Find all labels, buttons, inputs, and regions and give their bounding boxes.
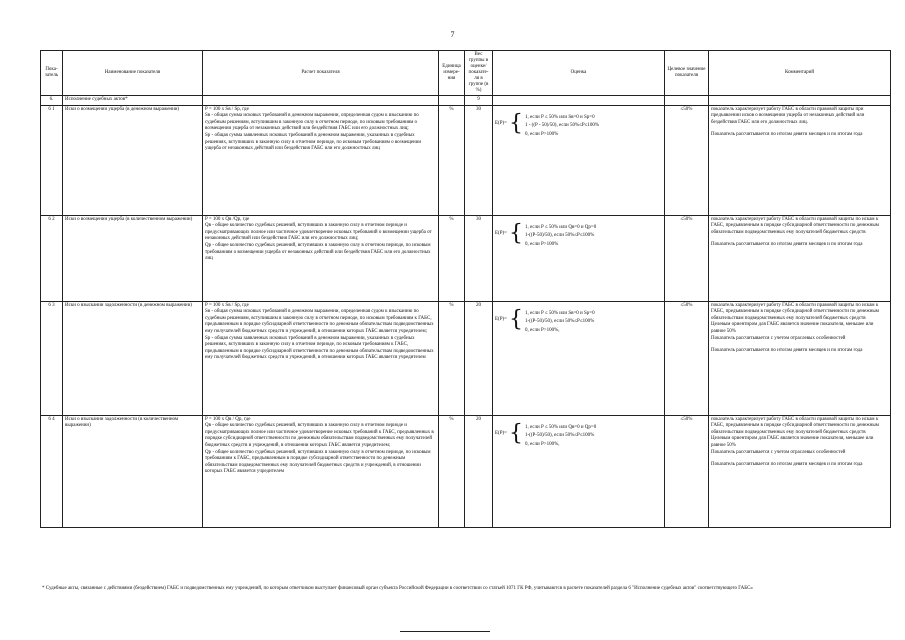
row-weight: 20 bbox=[465, 301, 493, 415]
row-name: Иски о взыскании задолженности (в денежном выражении) bbox=[63, 301, 203, 415]
table-row bbox=[41, 105, 891, 215]
header-name: Наименование показателя bbox=[63, 51, 203, 96]
header-row bbox=[41, 51, 891, 96]
row-comment: показатель характеризует работу ГАБС в области правовой защиты по искам к ГАБС, предъявленным в порядке субсидиарной ответственности по денежным обязательствам подведомственных ему получателей бюджетных средств Показатель рассчитывается по итогам девяти месяцев и по итогам года bbox=[709, 215, 891, 301]
header-estimate: Оценка bbox=[493, 51, 665, 96]
section-name: Исполнение судебных актов* bbox=[63, 96, 203, 106]
table-row bbox=[41, 415, 891, 527]
indicators-table bbox=[40, 50, 891, 528]
row-unit: % bbox=[439, 215, 465, 301]
header-comment: Комментарий bbox=[709, 51, 891, 96]
row-calc: P = 100 x Sв / Sр, где Sв - общая сумма исковых требований в денежном выражении, определенная судом к взысканию по судебным решениям, вступившим в законную силу в отчетном периоде, по исковым требованиям к ГАБС, предъявленным в порядке субсидиарной ответственности по денежным обязательствам подведомственных ему получателей бюджетных средств и учреждений, в отношении которых ГАБС является учредителем; Sр - общая сумма заявленных исковых требований в денежном выражении, указанных в судебных решениях, вступивших в законную силу в отчетном периоде, по исковым требованиям к ГАБС, предъявленным в порядке субсидиарной ответственности по денежным обязательствам подведомственных ему получателей бюджетных средств и учреждений, в отношении которых ГАБС является учредителем bbox=[203, 301, 439, 415]
row-comment: показатель характеризует работу ГАБС в области правовой защиты по искам к ГАБС, предъявленным в порядке субсидиарной ответственности по денежным обязательствам подведомственных ему получателей бюджетных средств Целевым ориентиром для ГАБС является значение показателя, меньшее или равное 50% Показатель рассчитывается с учетом отраслевых особенностей Показатель рассчитывается по итогам девяти месяцев и по итогам года bbox=[709, 301, 891, 415]
row-estimate: E(P)= { 1, если P ≤ 50% или Sв=0 и Sр=0 1-((P-50)/50), если 50%≤P≤100% 0, если P>100%, bbox=[493, 301, 665, 415]
header-target: Целевое значение показателя bbox=[665, 51, 709, 96]
row-estimate: E(P)= { 1, если P ≤ 50% или Qв=0 и Qр=0 1-((P-50)/50), если 50%≤P≤100% 0, если P>100% bbox=[493, 215, 665, 301]
footnote: * Судебные акты, связанные с действиями (бездействием) ГАБС и подведомственных ему учреждений, по которым ответчиком выступает финансовый орган субъекта Российской Федерации в соответствии со статьей 1071 ГК РФ, учитываются в расчете показателей раздела 6 "Исполнение судебных актов" соответствующего ГАБС» bbox=[42, 586, 753, 591]
row-num: 6 3 bbox=[41, 301, 63, 415]
divider bbox=[400, 631, 490, 632]
brace-icon: { bbox=[509, 420, 523, 446]
brace-icon: { bbox=[509, 220, 523, 246]
row-estimate: E(P)= { 1, если P ≤ 50% или Qв=0 и Qр=0 1-((P-50)/50), если 50%≤P≤100% 0, если P>100%, bbox=[493, 415, 665, 527]
row-target: ≤50% bbox=[665, 415, 709, 527]
section-num: 6. bbox=[41, 96, 63, 106]
section-weight: 9 bbox=[465, 96, 493, 106]
row-unit: % bbox=[439, 415, 465, 527]
row-calc: P = 100 x Qв /Qр, где Qв - общее количество судебных решений, вступивших в законную силу в отчетном периоде и предусматривающих полное или частичное удовлетворение исковых требований о возмещении ущерба от незаконных действий или бездействия ГАБС или его должностных лиц; Qр - общее количество судебных решений, вступивших в законную силу в отчетном периоде, по исковым требованиям о возмещении ущерба от незаконных действий или бездействия ГАБС или его должностных лиц bbox=[203, 215, 439, 301]
table-row bbox=[41, 215, 891, 301]
header-calc: Расчет показателя bbox=[203, 51, 439, 96]
row-weight: 20 bbox=[465, 415, 493, 527]
row-num: 6 4 bbox=[41, 415, 63, 527]
header-unit: Единица измере-ния bbox=[439, 51, 465, 96]
header-num: Пока-затель bbox=[41, 51, 63, 96]
row-estimate: E(P)= { 1, если P ≤ 50% или Sв=0 и Sр=0 1 - ((P - 50)/50), если 50%≤P≤100% 0, если P>100% bbox=[493, 105, 665, 215]
table-row bbox=[41, 301, 891, 415]
row-unit: % bbox=[439, 301, 465, 415]
section-row bbox=[41, 96, 891, 106]
row-num: 6 2 bbox=[41, 215, 63, 301]
row-target: ≤50% bbox=[665, 105, 709, 215]
row-weight: 30 bbox=[465, 215, 493, 301]
brace-icon: { bbox=[509, 306, 523, 332]
row-weight: 30 bbox=[465, 105, 493, 215]
row-target: ≤50% bbox=[665, 301, 709, 415]
row-calc: P = 100 x Qв / Qр, где Qв - общее количество судебных решений, вступивших в законную силу в отчетном периоде и предусматривающих полное или частичное удовлетворение исковых требований к ГАБС, предъявленных в порядке субсидиарной ответственности по денежным обязательствам подведомственных ему получателей бюджетных средств и учреждений, в отношении которых ГАБС является учредителем; Qр - общее количество судебных решений, вступивших в законную силу в отчетном периоде, по исковым требованиям к ГАБС, предъявленным в порядке субсидиарной ответственности по денежным обязательствам подведомственных ему получателей бюджетных средств и учреждений, в отношении которых ГАБС является учредителем bbox=[203, 415, 439, 527]
row-comment: показатель характеризует работу ГАБС в области правовой защиты по искам к ГАБС, предъявленным в порядке субсидиарной ответственности по денежным обязательствам подведомственных ему получателей бюджетных средств Целевым ориентиром для ГАБС является значение показателя, меньшее или равное 50% Показатель рассчитывается с учетом отраслевых особенностей Показатель рассчитывается по итогам девяти месяцев и по итогам года bbox=[709, 415, 891, 527]
brace-icon: { bbox=[509, 110, 523, 136]
row-unit: % bbox=[439, 105, 465, 215]
row-name: Иски о возмещении ущерба (в денежном выражении) bbox=[63, 105, 203, 215]
row-name: Иски о возмещении ущерба (в количественном выражении) bbox=[63, 215, 203, 301]
header-weight: Вес группы в оценке/показате-ля в группе (в %) bbox=[465, 51, 493, 96]
row-calc: P = 100 x Sв / Sр, где Sв - общая сумма исковых требований в денежном выражении, определенная судом к взысканию по судебным решениям, вступившим в законную силу в отчетном периоде, по исковым требованиям о возмещении ущерба от незаконных действий или бездействия ГАБС или его должностных лиц; Sр - общая сумма заявленных исковых требований в денежном выражении, указанных в судебных решениях, вступивших в законную силу в отчетном периоде, по исковым требованиям о возмещении ущерба от незаконных действий или бездействия ГАБС или его должностных лиц bbox=[203, 105, 439, 215]
row-num: 6 1 bbox=[41, 105, 63, 215]
page-number: 7 bbox=[450, 30, 455, 39]
row-target: ≤50% bbox=[665, 215, 709, 301]
row-comment: показатель характеризует работу ГАБС в области правовой защиты при предъявлении исков о возмещении ущерба от незаконных действий или бездействия ГАБС или его должностных лиц. Показатель рассчитывается по итогам девяти месяцев и по итогам года bbox=[709, 105, 891, 215]
row-name: Иски о взыскании задолженности (в количественном выражении) bbox=[63, 415, 203, 527]
